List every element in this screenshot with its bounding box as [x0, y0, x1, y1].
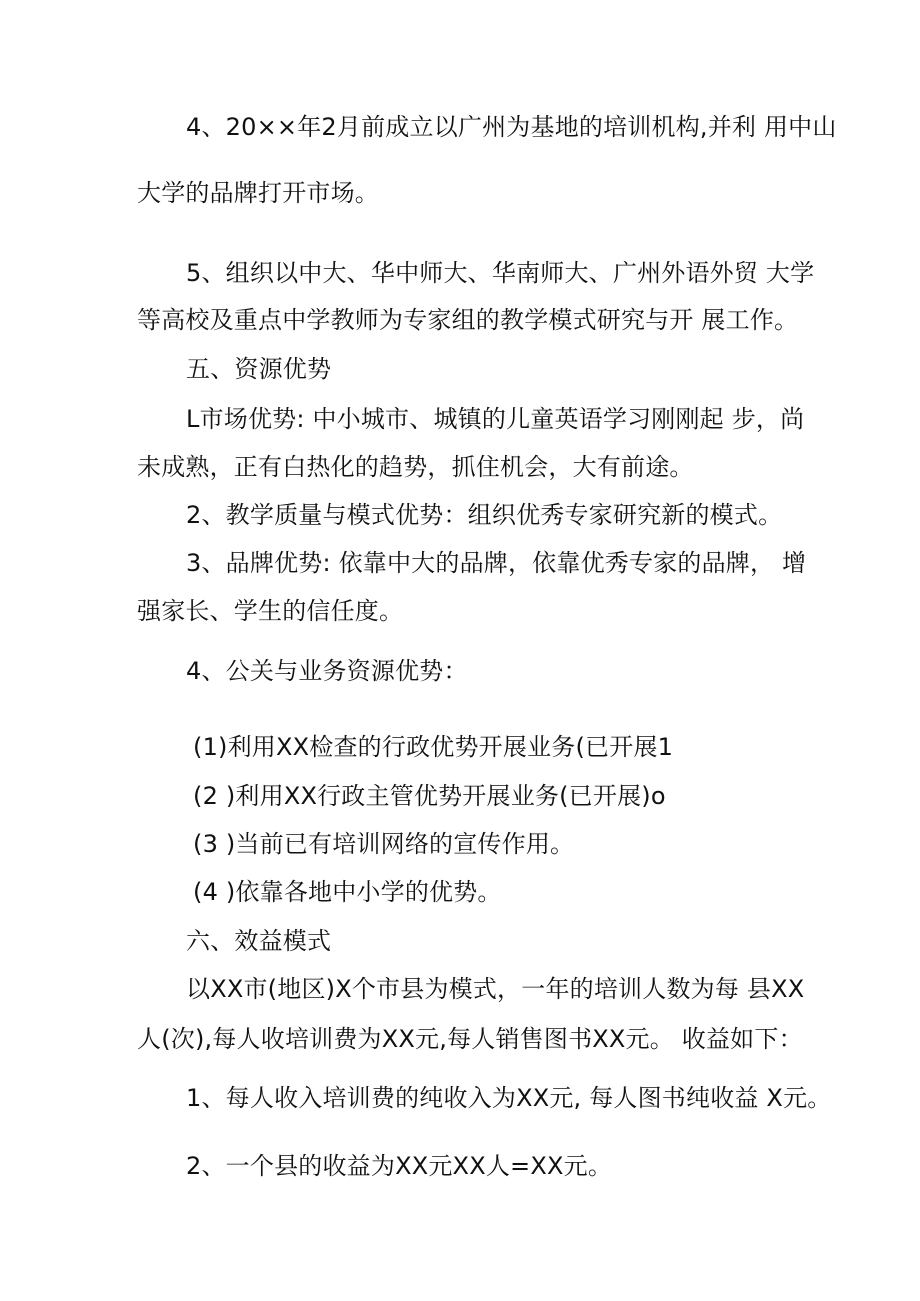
paragraph-4-line-2: 大学的品牌打开市场。: [137, 179, 379, 207]
benefit-model-line-2: 人(次),每人收培训费为XX元,每人销售图书XX元。 收益如下：: [137, 1025, 803, 1053]
paragraph-4-line-1: 4、20××年2月前成立以广州为基地的培训机构,并利 用中山: [186, 113, 837, 141]
brand-advantage-line-2: 强家长、学生的信任度。: [137, 597, 404, 625]
teaching-quality-advantage: 2、教学质量与模式优势：组织优秀专家研究新的模式。: [186, 501, 783, 529]
list-item-2: (2 )利用XX行政主管优势开展业务(已开展)o: [193, 782, 666, 810]
section-heading-resource-advantages: 五、资源优势: [186, 355, 332, 383]
market-advantage-line-1: L市场优势: 中小城市、城镇的儿童英语学习刚刚起 步，尚: [186, 405, 805, 433]
market-advantage-line-2: 未成熟，正有白热化的趋势，抓住机会，大有前途。: [137, 453, 694, 481]
public-relations-advantage: 4、公关与业务资源优势：: [186, 657, 468, 685]
benefit-item-2: 2、一个县的收益为XX元XX人=XX元。: [186, 1152, 613, 1180]
benefit-model-line-1: 以XX市(地区)X个市县为模式，一年的培训人数为每 县XX: [186, 975, 805, 1003]
list-item-4: (4 )依靠各地中小学的优势。: [193, 878, 502, 906]
section-heading-benefit-model: 六、效益模式: [186, 927, 332, 955]
paragraph-5-line-1: 5、组织以中大、华中师大、华南师大、广州外语外贸 大学: [186, 259, 815, 287]
paragraph-5-line-2: 等高校及重点中学教师为专家组的教学模式研究与开 展工作。: [137, 306, 799, 334]
benefit-item-1: 1、每人收入培训费的纯收入为XX元, 每人图书纯收益 X元。: [186, 1084, 832, 1112]
brand-advantage-line-1: 3、品牌优势: 依靠中大的品牌，依靠优秀专家的品牌， 增: [186, 549, 807, 577]
list-item-3: (3 )当前已有培训网络的宣传作用。: [193, 830, 575, 858]
list-item-1: (1)利用XX检查的行政优势开展业务(已开展1: [193, 733, 674, 761]
